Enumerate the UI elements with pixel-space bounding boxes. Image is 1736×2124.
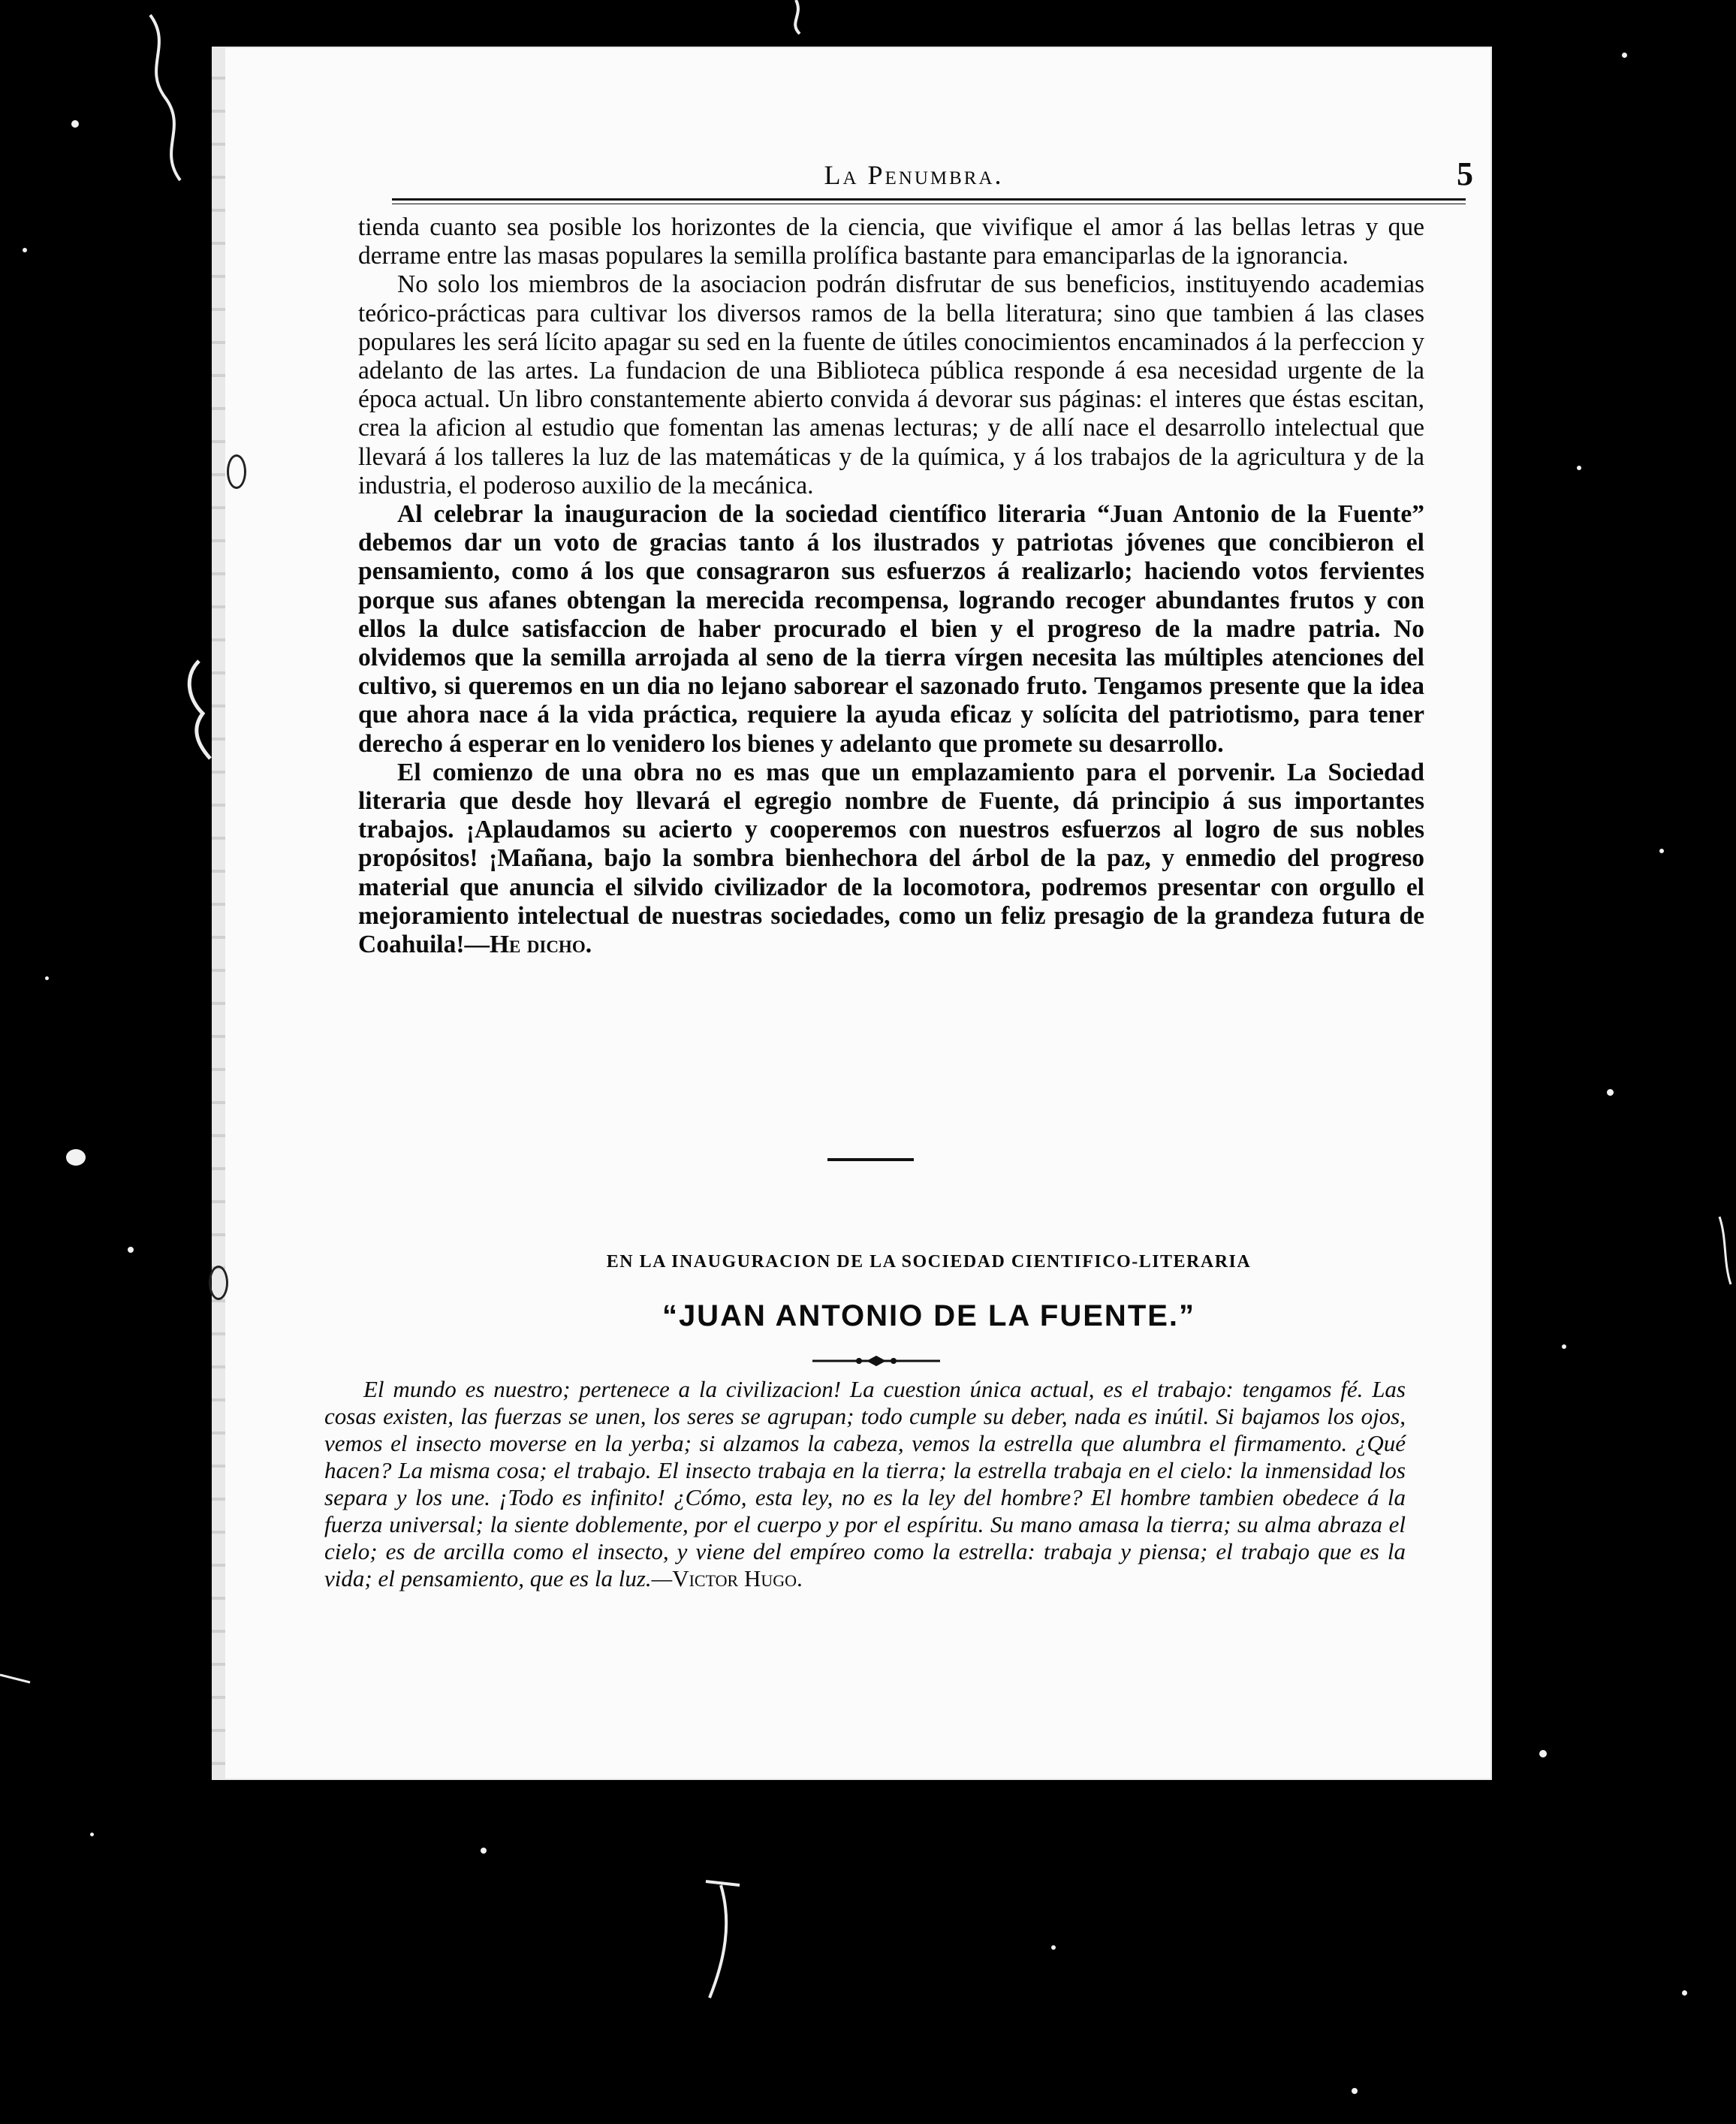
section-title: “JUAN ANTONIO DE LA FUENTE.” <box>662 1299 1196 1332</box>
scan-speck <box>71 120 79 128</box>
scan-speck <box>66 1149 86 1166</box>
article-paragraph-final <box>358 759 1424 959</box>
section-subheading: EN LA INAUGURACION DE LA SOCIEDAD CIENTIFICO-LITERARIA <box>606 1252 1252 1272</box>
quote-block <box>324 1376 1406 1592</box>
scan-speck <box>128 1247 134 1253</box>
article-paragraph: No solo los miembros de la asociacion podrán disfrutar de sus beneficios, instituyendo academias teórico-prácticas para cultivar los diversos ramos de la bella literatura; sino que tambien á las clases populares les será lícito apagar su sed en la fuente de útiles conocimientos encaminados á la perfeccion y adelanto de las artes. La fundacion de una Biblioteca pública responde á esa necesidad urgente de la época actual. Un libro constantemente abierto convida á devorar sus páginas: el interes que éstas escitan, crea la aficion al estudio que fomentan las amenas lecturas; y de allí nace el desarrollo intelectual que llevará á los talleres la luz de las matemáticas y de la química, y á los trabajos de la agricultura y de la industria, el poderoso auxilio de la mecánica. <box>358 270 1424 499</box>
article-body <box>358 213 1424 959</box>
article-paragraph-text: El comienzo de una obra no es mas que un emplazamiento para el porvenir. La Sociedad literaria que desde hoy llevará el egregio nombre de Fuente, dá principio á sus importantes trabajos. ¡Aplaudamos su acierto y cooperemos con nuestros esfuerzos al logro de sus nobles propósitos! ¡Mañana, bajo la sombra bienhechora del árbol de la paz, y enmedio del progreso material que anuncia el silvido civilizador de la locomotora, podremos presentar con orgullo el mejoramiento intelectual de nuestras sociedades, como un feliz presagio de la grandeza futura de Coahuila!— <box>358 758 1424 959</box>
scan-speck <box>1352 2088 1358 2094</box>
scan-speck <box>1051 1945 1056 1950</box>
header-rule <box>392 198 1466 204</box>
scan-speck <box>1682 1990 1687 1996</box>
ornament-rule-icon <box>812 1353 940 1368</box>
scan-speck <box>1607 1089 1614 1096</box>
scan-speck <box>1659 849 1664 853</box>
scan-speck <box>1622 53 1627 58</box>
scan-speck <box>45 976 49 980</box>
scan-speck <box>1577 466 1581 470</box>
section-separator <box>827 1158 914 1161</box>
quote-text: El mundo es nuestro; pertenece a la civilizacion! La cuestion única actual, es el trabajo: tengamos fé. Las cosas existen, las fuerzas se unen, los seres se agrupan; todo cumple su deber, nada es inútil. Si bajamos los ojos, vemos el insecto moverse en la yerba; si alzamos la cabeza, vemos la estrella que alumbra el firmamento. ¿Qué hacen? La misma cosa; el trabajo. El insecto trabaja en la tierra; la estrella trabaja en el cielo: la inmensidad los separa y los une. ¡Todo es infinito! ¿Cómo, esta ley, no es la ley del hombre? El hombre tambien obedece á la fuerza universal; la siente doblemente, por el cuerpo y por el espíritu. Su mano amasa la tierra; su alma abraza el cielo; es de arcilla como el insecto, y viene del empíreo como la estrella: trabaja y piensa; el trabajo que es la vida; el pensamiento, que es la luz.— <box>324 1376 1406 1591</box>
scan-speck <box>481 1848 487 1854</box>
scan-speck <box>23 248 27 252</box>
page-number: 5 <box>1457 155 1473 192</box>
page-layout <box>212 47 1492 1780</box>
running-header <box>392 155 1473 219</box>
article-paragraph: Al celebrar la inauguracion de la sociedad científico literaria “Juan Antonio de la Fuente” debemos dar un voto de gracias tanto á los ilustrados y patriotas jóvenes que concibieron el pensamiento, como á los que consagraron sus esfuerzos á realizarlo; haciendo votos fervientes porque sus afanes obtengan la merecida recompensa, logrando recoger abundantes frutos y con ellos la dulce satisfaccion de haber procurado el bien y el progreso de la madre patria. No olvidemos que la semilla arrojada al seno de la tierra vírgen necesita las múltiples atenciones del cultivo, si queremos en un dia no lejano saborear el sazonado fruto. Tengamos presente que la idea que ahora nace á la vida práctica, requiere la ayuda eficaz y solícita del patriotismo, para tener derecho á esperar en lo venidero los bienes y adelanto que promete su desarrollo. <box>358 500 1424 758</box>
article-paragraph: tienda cuanto sea posible los horizontes de la ciencia, que vivifique el amor á las bellas letras y que derrame entre las masas populares la semilla prolífica bastante para emanciparlas de la ignorancia. <box>358 213 1424 270</box>
quote-author: Victor Hugo. <box>672 1565 803 1591</box>
running-title: La Penumbra. <box>824 160 1004 190</box>
scan-speck <box>1539 1750 1547 1757</box>
article-signoff: He dicho. <box>489 931 592 959</box>
scan-speck <box>90 1833 94 1836</box>
scan-speck <box>1562 1344 1566 1349</box>
